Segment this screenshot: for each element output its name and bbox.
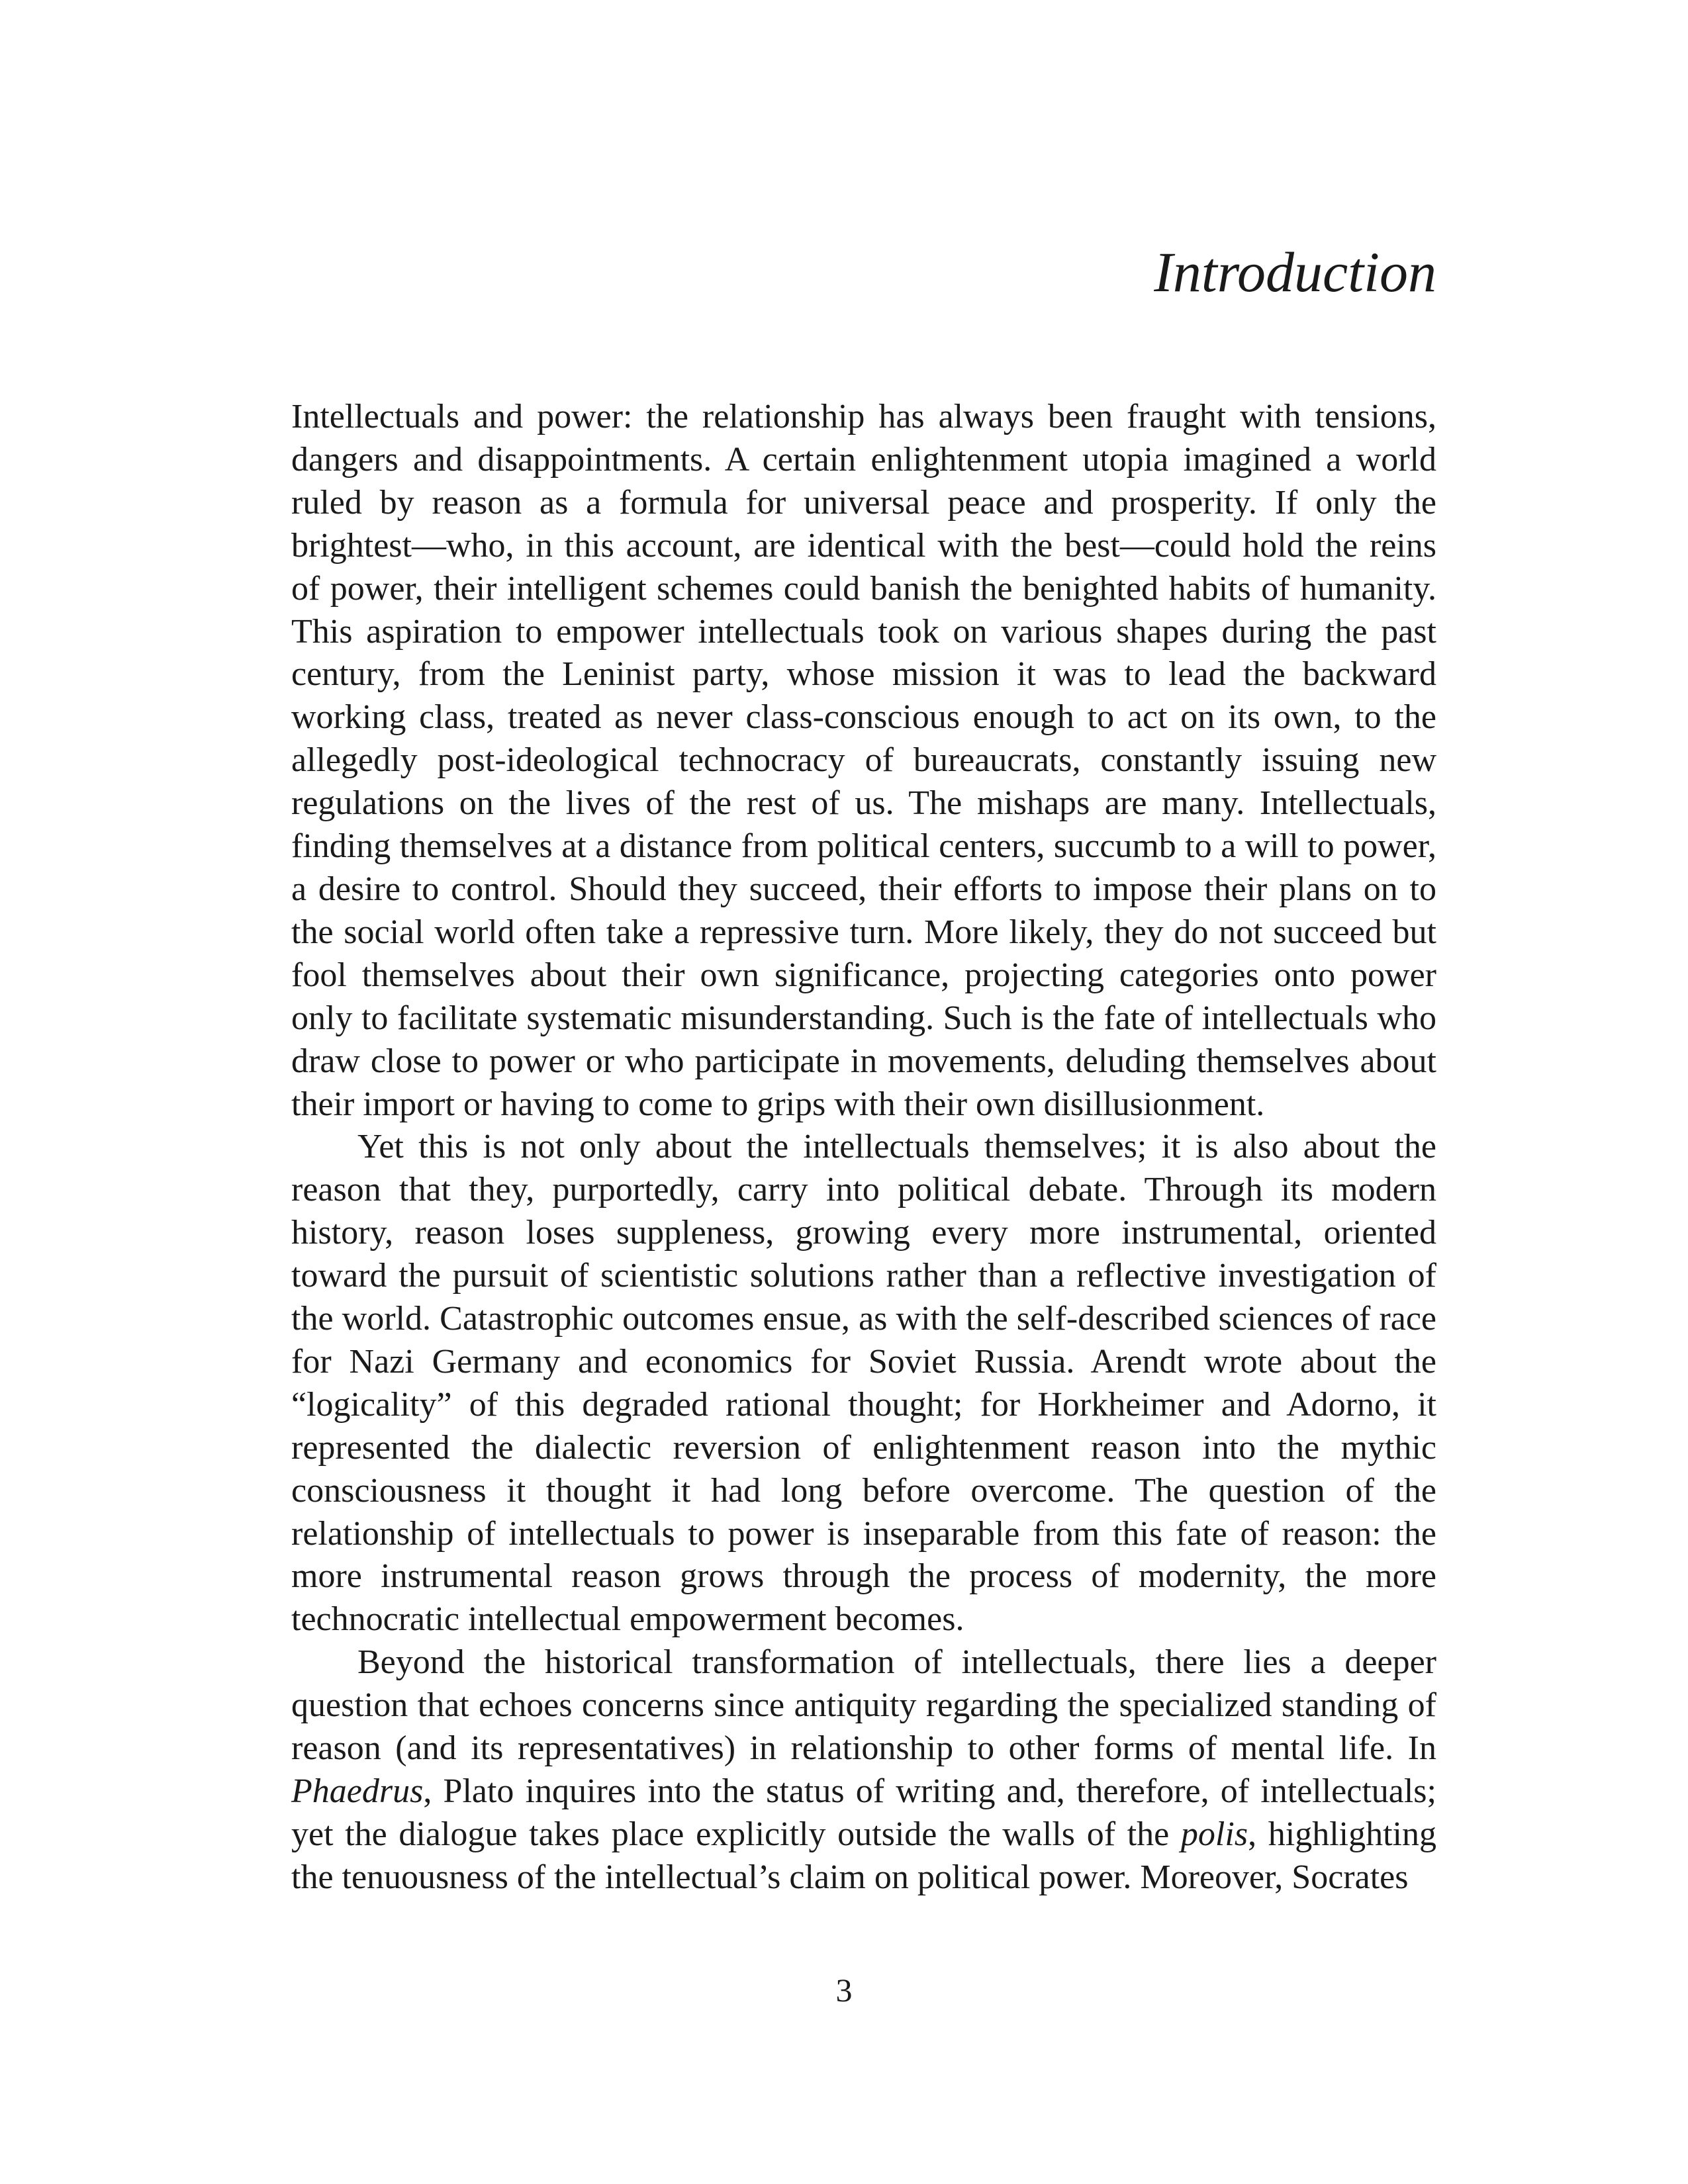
paragraph-3-text-c: , highlighting the tenuousness of the intellectual’s claim on political power. Moreover, Socrates: [291, 1815, 1436, 1896]
body-text: [291, 396, 1436, 1899]
paragraph-1: Intellectuals and power: the relationship has always been fraught with tensions, dangers and disappointments. A certain enlightenment utopia imagined a world ruled by reason as a formula for universal peace and prosperity. If only the brightest—who, in this account, are identical with the best—could hold the reins of power, their intelligent schemes could banish the benighted habits of humanity. This aspiration to empower intellectuals took on various shapes during the past century, from the Leninist party, whose mission it was to lead the backward working class, treated as never class-conscious enough to act on its own, to the allegedly post-ideological technocracy of bureaucrats, constantly issuing new regulations on the lives of the rest of us. The mishaps are many. Intellectuals, finding themselves at a distance from political centers, succumb to a will to power, a desire to control. Should they succeed, their efforts to impose their plans on to the social world often take a repressive turn. More likely, they do not succeed but fool themselves about their own significance, projecting categories onto power only to facilitate systematic misunderstanding. Such is the fate of intellectuals who draw close to power or who participate in movements, deluding themselves about their import or having to come to grips with their own disillusionment.: [291, 398, 1436, 1123]
paragraph-3-text-b: , Plato inquires into the status of writing and, therefore, of intellectuals; yet the dialogue takes place explicitly outside the walls of the: [291, 1772, 1436, 1853]
work-title-phaedrus: Phaedrus: [291, 1772, 424, 1810]
page-number: 3: [835, 1972, 853, 2009]
chapter-title: Introduction: [1154, 240, 1436, 304]
paragraph-2: Yet this is not only about the intellectuals themselves; it is also about the reason that they, purportedly, carry into political debate. Through its modern history, reason loses suppleness, growing every more instrumental, oriented toward the pursuit of scientistic solutions rather than a reflective investigation of the world. Catastrophic outcomes ensue, as with the self-described sciences of race for Nazi Germany and economics for Soviet Russia. Arendt wrote about the “logicality” of this degraded rational thought; for Horkheimer and Adorno, it represented the dialectic reversion of enlightenment reason into the mythic consciousness it thought it had long before overcome. The question of the relationship of intellectuals to power is inseparable from this fate of reason: the more instrumental reason grows through the process of modernity, the more technocratic intellectual empowerment becomes.: [291, 1128, 1436, 1639]
paragraph-3-text-a: Beyond the historical transformation of intellectuals, there lies a deeper question that echoes concerns since antiquity regarding the specialized standing of reason (and its representatives) in relationship to other forms of mental life. In: [291, 1643, 1436, 1768]
paragraph-3: [291, 1641, 1436, 1899]
term-polis: polis: [1180, 1815, 1248, 1853]
